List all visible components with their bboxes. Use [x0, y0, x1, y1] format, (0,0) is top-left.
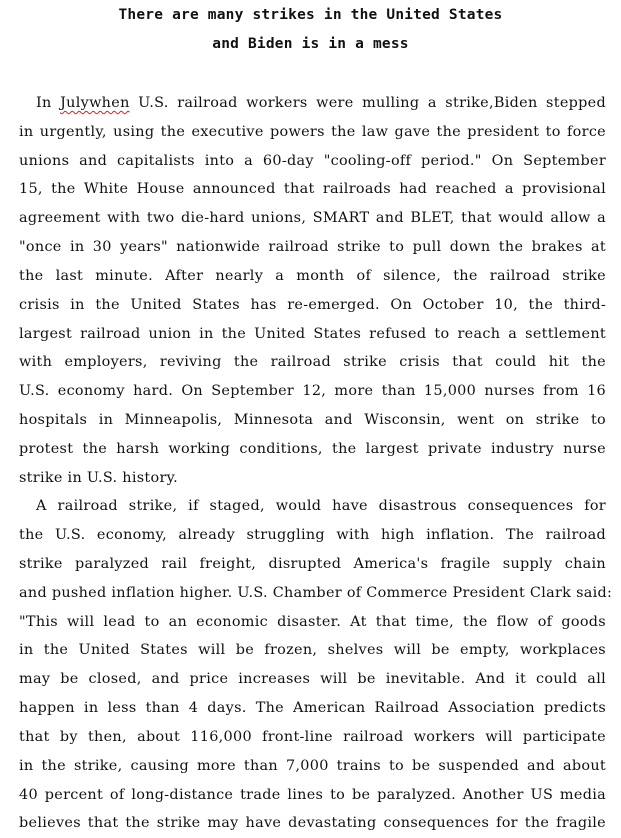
- paragraph-1-line: "once in 30 years" nationwide railroad strike to pull down the brakes at: [19, 239, 606, 256]
- paragraph-2-line: and pushed inflation higher. U.S. Chamber of Commerce President Clark said:: [19, 584, 613, 601]
- paragraph-2-line: in the strike, causing more than 7,000 trains to be suspended and about: [19, 757, 606, 774]
- paragraph-2-line: the U.S. economy, already struggling with high inflation. The railroad: [19, 527, 606, 544]
- paragraph-1-line: in urgently, using the executive powers the law gave the president to force: [19, 123, 606, 140]
- paragraph-1-line: protest the harsh working conditions, the largest private industry nurse: [19, 440, 606, 457]
- paragraph-1-line: U.S. economy hard. On September 12, more than 15,000 nurses from 16: [19, 383, 606, 400]
- paragraph-1-last-line: strike in U.S. history.: [19, 469, 179, 486]
- body-text: [19, 89, 613, 838]
- paragraph-2-line: A railroad strike, if staged, would have disastrous consequences for: [36, 498, 606, 515]
- paragraph-1-line-1: [19, 89, 606, 118]
- paragraph-1-prefix: In: [36, 95, 61, 111]
- paragraph-2-line: may be closed, and price increases will be inevitable. And it could all: [19, 671, 606, 688]
- paragraph-2-line: happen in less than 4 days. The American Railroad Association predicts: [19, 700, 606, 717]
- paragraph-1-suffix: U.S. railroad workers were mulling a strike,Biden stepped: [129, 95, 606, 111]
- title-line-2: and Biden is in a mess: [212, 36, 409, 52]
- paragraph-2-line: that by then, about 116,000 front-line railroad workers will participate: [19, 728, 606, 745]
- paragraph-2-line: "This will lead to an economic disaster. At that time, the flow of goods: [19, 613, 606, 630]
- paragraph-1-line: largest railroad union in the United States refused to reach a settlement: [19, 325, 606, 342]
- title-line-1: There are many strikes in the United States: [118, 7, 503, 23]
- paragraph-1-line: 15, the White House announced that railroads had reached a provisional: [19, 181, 606, 198]
- paragraph-2-line: 40 percent of long-distance trade lines to be paralyzed. Another US media: [19, 786, 606, 803]
- paragraph-1-line: hospitals in Minneapolis, Minnesota and Wisconsin, went on strike to: [19, 411, 606, 428]
- paragraph-1-line: with employers, reviving the railroad strike crisis that could hit the: [19, 354, 606, 371]
- paragraph-2-line: strike paralyzed rail freight, disrupted America's fragile supply chain: [19, 556, 606, 572]
- paragraph-2-line: in the United States will be frozen, shelves will be empty, workplaces: [19, 642, 606, 659]
- spellcheck-flagged-word[interactable]: Julywhen: [60, 95, 130, 111]
- paragraph-1-line: unions and capitalists into a 60-day "cooling-off period." On September: [19, 152, 606, 169]
- paragraph-2-line: believes that the strike may have devastating consequences for the fragile: [19, 815, 606, 832]
- paragraph-1-line: agreement with two die-hard unions, SMART and BLET, that would allow a: [19, 210, 606, 227]
- paragraph-1-line: the last minute. After nearly a month of silence, the railroad strike: [19, 267, 606, 284]
- paragraph-1-line: crisis in the United States has re-emerged. On October 10, the third-: [19, 296, 606, 313]
